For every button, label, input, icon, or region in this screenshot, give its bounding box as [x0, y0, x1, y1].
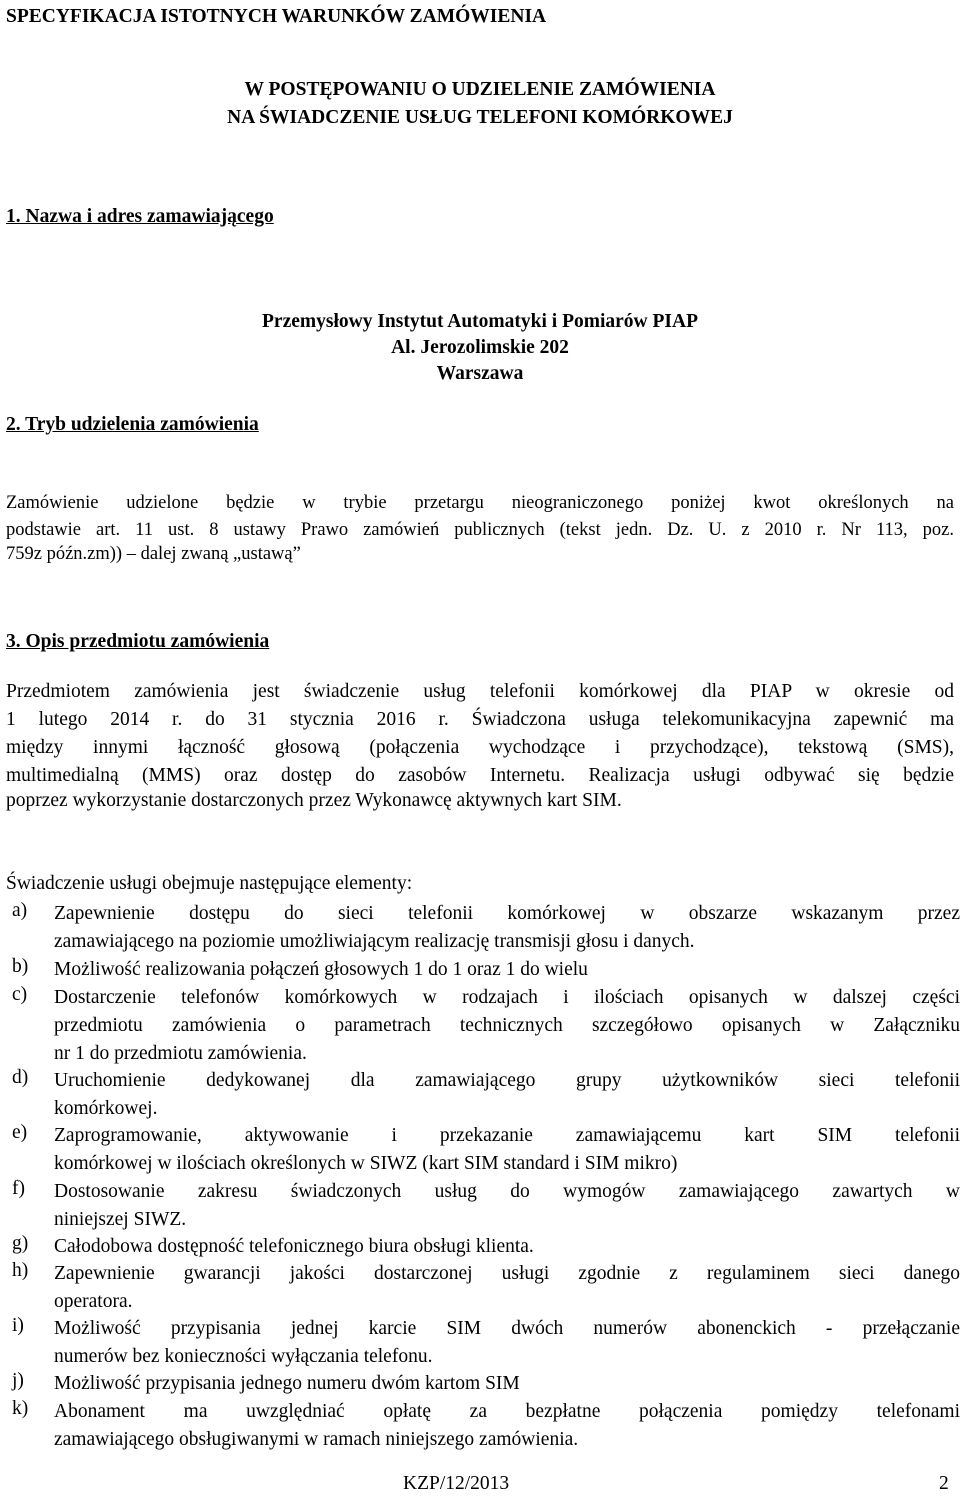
section2-line1: Zamówienie udzielone będzie w trybie przetargu nieograniczonego poniżej kwot określonych na	[6, 493, 954, 513]
section3-para-line: poprzez wykorzystanie dostarczonych przez Wykonawcę aktywnych kart SIM.	[6, 790, 622, 811]
document-title: SPECYFIKACJA ISTOTNYCH WARUNKÓW ZAMÓWIENIA	[6, 6, 547, 27]
address-line3: Warszawa	[436, 363, 524, 384]
section3-para-line: Przedmiotem zamówienia jest świadczenie usług telefonii komórkowej dla PIAP w okresie od	[6, 681, 954, 702]
list-item-line: komórkowej w ilościach określonych w SIWZ (kart SIM standard i SIM mikro)	[54, 1153, 678, 1174]
list-item-line: nr 1 do przedmiotu zamówienia.	[54, 1043, 307, 1064]
list-item-line: Dostarczenie telefonów komórkowych w rodzajach i ilościach opisanych w dalszej części	[54, 987, 960, 1008]
elements-intro: Świadczenie usługi obejmuje następujące elementy:	[6, 873, 413, 894]
list-item-line: Zaprogramowanie, aktywowanie i przekazanie zamawiającemu kart SIM telefonii	[54, 1125, 960, 1146]
list-item-line: Zapewnienie gwarancji jakości dostarczonej usługi zgodnie z regulaminem sieci danego	[54, 1263, 960, 1284]
list-item-label: e)	[12, 1122, 28, 1143]
list-item-line: zamawiającego obsługiwanymi w ramach niniejszego zamówienia.	[54, 1429, 579, 1450]
section2-heading: 2. Tryb udzielenia zamówienia	[6, 414, 259, 435]
list-item-line: przedmiotu zamówienia o parametrach technicznych szczegółowo opisanych w Załączniku	[54, 1015, 960, 1036]
document-subtitle-line2: NA ŚWIADCZENIE USŁUG TELEFONI KOMÓRKOWEJ	[227, 107, 733, 128]
section3-para-line: między innymi łączność głosową (połączenia wychodzące i przychodzące), tekstową (SMS),	[6, 737, 954, 758]
list-item-line: Możliwość przypisania jednego numeru dwóm kartom SIM	[54, 1373, 520, 1394]
list-item-line: Zapewnienie dostępu do sieci telefonii komórkowej w obszarze wskazanym przez	[54, 903, 960, 924]
document-subtitle-line1: W POSTĘPOWANIU O UDZIELENIE ZAMÓWIENIA	[244, 79, 716, 100]
section3-para-line: multimedialną (MMS) oraz dostęp do zasobów Internetu. Realizacja usługi odbywać się będzie	[6, 765, 954, 786]
section2-line3: 759z późn.zm)) – dalej zwaną „ustawą”	[6, 544, 301, 564]
section3-heading: 3. Opis przedmiotu zamówienia	[6, 631, 270, 652]
list-item-line: operatora.	[54, 1291, 133, 1312]
list-item-line: komórkowej.	[54, 1098, 158, 1119]
list-item-line: zamawiającego na poziomie umożliwiającym realizację transmisji głosu i danych.	[54, 931, 695, 952]
section1-heading: 1. Nazwa i adres zamawiającego	[6, 206, 274, 227]
list-item-label: h)	[12, 1260, 29, 1281]
list-item-label: f)	[12, 1178, 25, 1199]
section2-line2: podstawie art. 11 ust. 8 ustawy Prawo zamówień publicznych (tekst jedn. Dz. U. z 2010 r. Nr 113, poz.	[6, 520, 954, 540]
list-item-label: k)	[12, 1398, 29, 1419]
section3-para-line: 1 lutego 2014 r. do 31 stycznia 2016 r. Świadczona usługa telekomunikacyjna zapewnić ma	[6, 709, 954, 730]
list-item-line: Uruchomienie dedykowanej dla zamawiającego grupy użytkowników sieci telefonii	[54, 1070, 960, 1091]
list-item-label: d)	[12, 1067, 29, 1088]
address-line1: Przemysłowy Instytut Automatyki i Pomiarów PIAP	[262, 311, 698, 332]
list-item-label: g)	[12, 1233, 29, 1254]
list-item-line: niniejszej SIWZ.	[54, 1209, 187, 1230]
list-item-line: Abonament ma uwzględniać opłatę za bezpłatne połączenia pomiędzy telefonami	[54, 1401, 960, 1422]
page-number: 2	[939, 1473, 949, 1494]
list-item-label: c)	[12, 984, 28, 1005]
list-item-label: b)	[12, 956, 29, 977]
list-item-line: Możliwość przypisania jednej karcie SIM dwóch numerów abonenckich - przełączanie	[54, 1318, 960, 1339]
list-item-label: a)	[12, 900, 28, 921]
list-item-label: j)	[12, 1370, 24, 1391]
footer-code: KZP/12/2013	[403, 1473, 510, 1494]
list-item-label: i)	[12, 1315, 24, 1336]
list-item-line: Możliwość realizowania połączeń głosowych 1 do 1 oraz 1 do wielu	[54, 959, 588, 980]
list-item-line: Całodobowa dostępność telefonicznego biura obsługi klienta.	[54, 1236, 534, 1257]
address-line2: Al. Jerozolimskie 202	[391, 337, 569, 358]
list-item-line: numerów bez konieczności wyłączania telefonu.	[54, 1346, 433, 1367]
list-item-line: Dostosowanie zakresu świadczonych usług do wymogów zamawiającego zawartych w	[54, 1181, 960, 1202]
